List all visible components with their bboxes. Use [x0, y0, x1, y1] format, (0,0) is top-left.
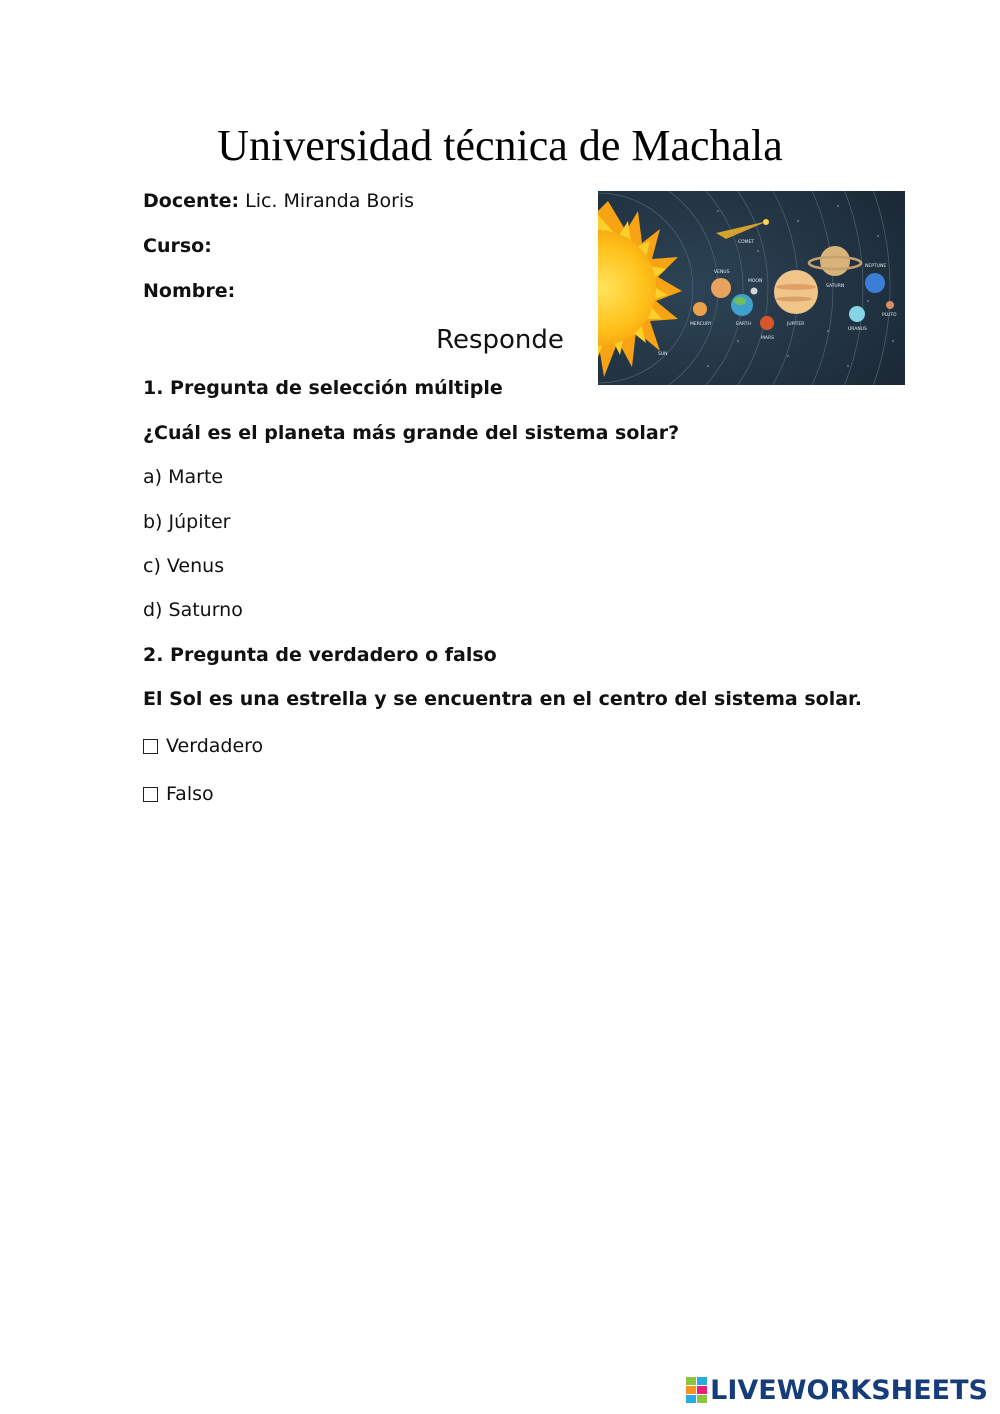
checkbox-true[interactable]	[143, 739, 158, 754]
question1-option-c[interactable]: c) Venus	[143, 555, 225, 577]
course-label: Curso:	[143, 235, 212, 257]
brand-text: LIVEWORKSHEETS	[710, 1374, 988, 1406]
option-false[interactable]	[143, 782, 214, 806]
label-jupiter: JUPITER	[787, 322, 805, 327]
question1-option-a[interactable]: a) Marte	[143, 466, 224, 488]
label-moon: MOON	[748, 279, 763, 284]
label-mercury: MERCURY	[690, 322, 712, 327]
question1-heading: 1. Pregunta de selección múltiple	[143, 377, 503, 399]
name-label: Nombre:	[143, 280, 236, 302]
teacher-value: Lic. Miranda Boris	[245, 190, 415, 212]
teacher-label: Docente:	[143, 190, 240, 212]
liveworksheets-logo-icon	[686, 1377, 708, 1403]
question2-heading: 2. Pregunta de verdadero o falso	[143, 644, 497, 666]
question1-prompt: ¿Cuál es el planeta más grande del sistema solar?	[143, 422, 680, 444]
question1-option-b[interactable]: b) Júpiter	[143, 511, 231, 533]
checkbox-false[interactable]	[143, 787, 158, 802]
label-comet: COMET	[738, 240, 755, 245]
teacher-line	[143, 189, 414, 213]
instruction-heading: Responde	[436, 325, 564, 355]
question1-option-d[interactable]: d) Saturno	[143, 599, 243, 621]
question2-prompt: El Sol es una estrella y se encuentra en el centro del sistema solar.	[143, 688, 862, 710]
option-false-label: Falso	[166, 783, 214, 805]
liveworksheets-brand	[686, 1373, 988, 1407]
label-uranus: URANUS	[848, 327, 867, 332]
option-true[interactable]	[143, 734, 263, 758]
option-true-label: Verdadero	[166, 735, 264, 757]
label-neptune: NEPTUNE	[865, 264, 887, 269]
label-sun: SUN	[658, 352, 668, 357]
label-venus: VENUS	[714, 270, 730, 275]
label-mars: MARS	[761, 336, 774, 341]
page-title: Universidad técnica de Machala	[217, 121, 783, 170]
solar-system-image	[598, 191, 905, 385]
label-pluto: PLUTO	[882, 313, 897, 318]
label-earth: EARTH	[736, 322, 751, 327]
label-saturn: SATURN	[826, 284, 845, 289]
